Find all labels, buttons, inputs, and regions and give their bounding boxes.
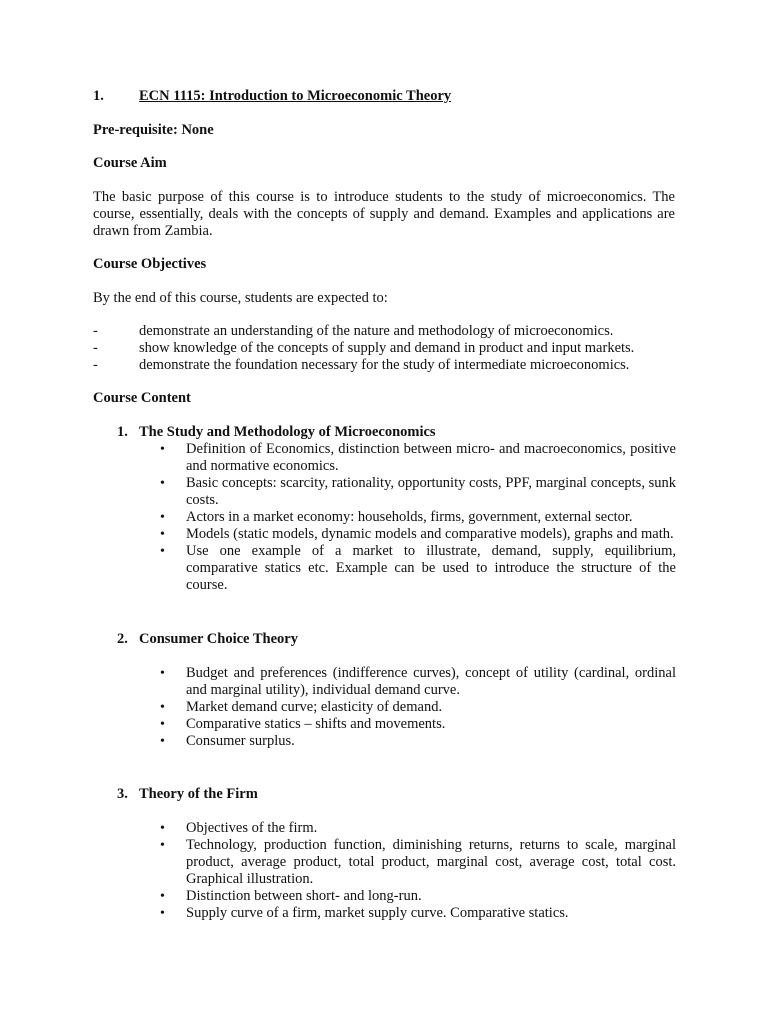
objective-marker: - [93,340,98,356]
list-item: • Consumer surplus. [160,733,295,749]
section-title: The Study and Methodology of Microeconomics [139,424,436,440]
bullet-icon: • [160,838,165,853]
section-title: Theory of the Firm [139,786,258,802]
objective-text: show knowledge of the concepts of supply and demand in product and input markets. [139,340,635,356]
list-item: • Comparative statics – shifts and movements. [160,716,446,732]
list-item: • Actors in a market economy: households, firms, government, external sector. [160,509,633,525]
objective-marker: - [93,357,98,373]
objective-item [93,357,693,374]
bullet-icon: • [160,442,165,457]
section-title: Consumer Choice Theory [139,631,298,647]
list-item: • Supply curve of a firm, market supply curve. Comparative statics. [160,905,569,921]
list-item: • Technology, production function, diminishing returns, returns to scale, marginal product, average product, total product, marginal cost, average cost, total cost. Graphical illustration. [160,837,676,887]
bullet-icon: • [160,666,165,681]
section-number: 3. [117,786,128,802]
section-number: 1. [117,424,128,440]
list-item: • Use one example of a market to illustrate, demand, supply, equilibrium, comparative statics etc. Example can be used to introduce the structure of the course. [160,543,676,593]
objective-item [93,323,693,340]
objective-item [93,340,693,357]
bullet-icon: • [160,734,165,749]
section-1-bullets [160,441,676,594]
course-objectives-heading: Course Objectives [93,256,207,272]
section-2-bullets [160,665,676,750]
bullet-icon: • [160,821,165,836]
bullet-icon: • [160,906,165,921]
list-item: • Models (static models, dynamic models and comparative models), graphs and math. [160,526,674,542]
list-item: • Objectives of the firm. [160,820,318,836]
list-item: • Definition of Economics, distinction between micro- and macroeconomics, positive and normative economics. [160,441,676,474]
section-3-bullets [160,820,676,922]
section-number: 2. [117,631,128,647]
list-item: • Distinction between short- and long-run. [160,888,422,904]
course-title: ECN 1115: Introduction to Microeconomic Theory [139,88,452,104]
list-item: • Market demand curve; elasticity of demand. [160,699,443,715]
bullet-icon: • [160,476,165,491]
bullet-icon: • [160,510,165,525]
list-item: • Basic concepts: scarcity, rationality, opportunity costs, PPF, marginal concepts, sunk costs. [160,475,676,508]
course-number: 1. [93,88,104,104]
objective-text: demonstrate the foundation necessary for the study of intermediate microeconomics. [139,357,630,373]
bullet-icon: • [160,700,165,715]
course-content-heading: Course Content [93,390,191,406]
prerequisite: Pre-requisite: None [93,122,214,138]
objective-marker: - [93,323,98,339]
bullet-icon: • [160,527,165,542]
list-item: • Budget and preferences (indifference curves), concept of utility (cardinal, ordinal and marginal utility), individual demand curve. [160,665,676,698]
course-aim-text: The basic purpose of this course is to introduce students to the study of microeconomics. The course, essentially, deals with the concepts of supply and demand. Examples and applications are drawn from Zambia. [93,189,675,239]
objectives-intro: By the end of this course, students are expected to: [93,290,388,306]
objective-text: demonstrate an understanding of the nature and methodology of microeconomics. [139,323,614,339]
course-aim-heading: Course Aim [93,155,167,171]
bullet-icon: • [160,717,165,732]
bullet-icon: • [160,544,165,559]
bullet-icon: • [160,889,165,904]
